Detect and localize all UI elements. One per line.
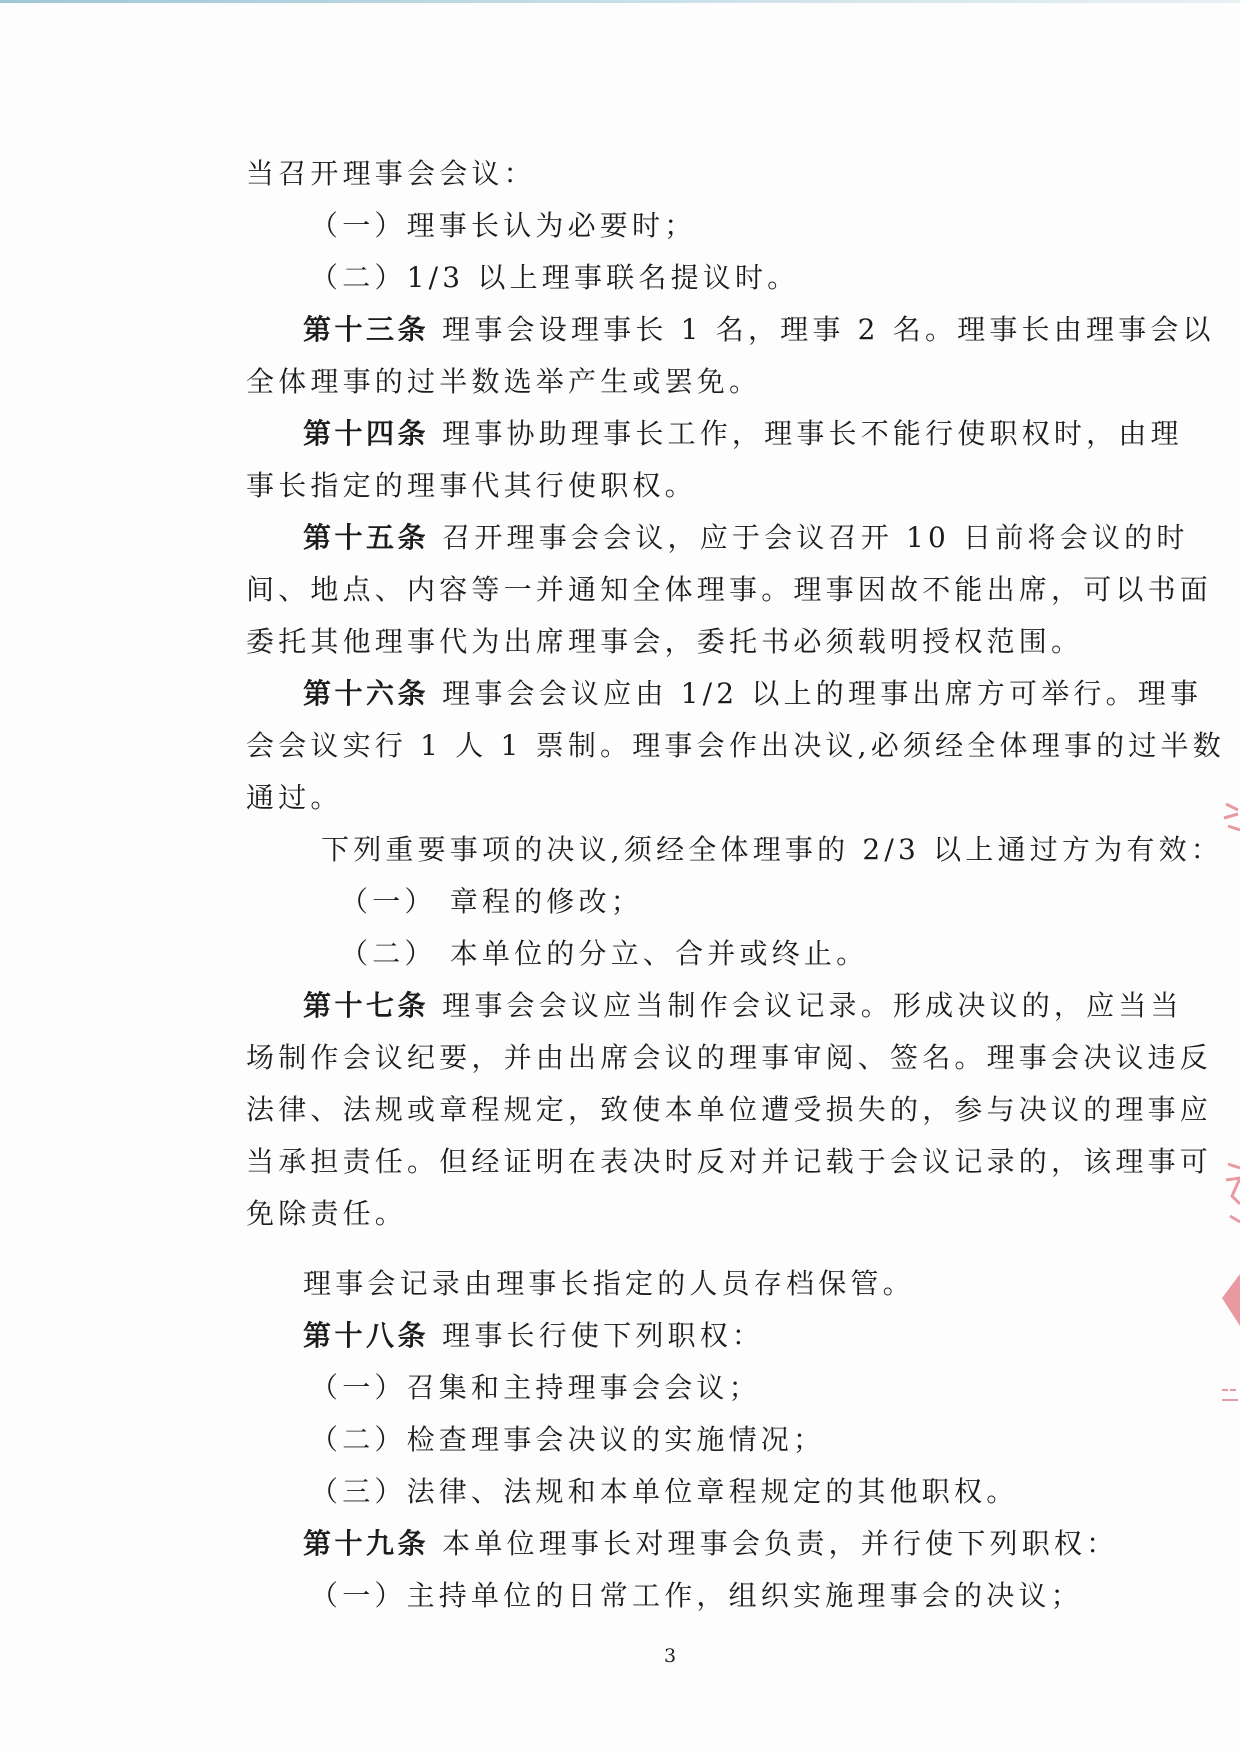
article-14: 第十四条 理事协助理事长工作，理事长不能行使职权时，由理 (303, 417, 1183, 450)
text-line: 委托其他理事代为出席理事会，委托书必须载明授权范围。 (246, 625, 1084, 658)
seal-fragment (1218, 1160, 1240, 1230)
article-heading: 第十七条 (303, 989, 430, 1022)
list-item: （二） 本单位的分立、合并或终止。 (340, 937, 869, 970)
article-17: 第十七条 理事会会议应当制作会议记录。形成决议的，应当当 (303, 989, 1183, 1022)
text-line: 免除责任。 (246, 1197, 408, 1230)
list-item: （二）1/3 以上理事联名提议时。 (310, 261, 800, 294)
text-line: 间、地点、内容等一并通知全体理事。理事因故不能出席，可以书面 (246, 573, 1213, 606)
list-item: （三）法律、法规和本单位章程规定的其他职权。 (310, 1475, 1019, 1508)
text-line: 法律、法规或章程规定，致使本单位遭受损失的，参与决议的理事应 (246, 1093, 1213, 1126)
list-item: （一） 章程的修改； (340, 885, 643, 918)
article-heading: 第十八条 (303, 1319, 430, 1352)
list-item: （一）理事长认为必要时； (310, 209, 697, 242)
article-13: 第十三条 理事会设理事长 1 名，理事 2 名。理事长由理事会以 (303, 313, 1215, 346)
seal-fragment (1218, 1380, 1240, 1410)
list-item: （一）召集和主持理事会会议； (310, 1371, 761, 1404)
list-item: （二）检查理事会决议的实施情况； (310, 1423, 826, 1456)
seal-star-icon (1218, 1270, 1240, 1330)
page-number: 3 (664, 1645, 677, 1667)
text-line: 全体理事的过半数选举产生或罢免。 (246, 365, 762, 398)
article-heading: 第十九条 (303, 1527, 430, 1560)
text-line: 场制作会议纪要，并由出席会议的理事审阅、签名。理事会决议违反 (246, 1041, 1213, 1074)
article-18: 第十八条 理事长行使下列职权： (303, 1319, 765, 1352)
article-19: 第十九条 本单位理事长对理事会负责，并行使下列职权： (303, 1527, 1119, 1560)
text-line: 当召开理事会会议： (246, 157, 536, 190)
article-heading: 第十五条 (303, 521, 430, 554)
seal-fragment (1218, 800, 1240, 840)
article-heading: 第十四条 (303, 417, 430, 450)
text-line: 当承担责任。但经证明在表决时反对并记载于会议记录的，该理事可 (246, 1145, 1213, 1178)
text-line: 下列重要事项的决议,须经全体理事的 2/3 以上通过方为有效： (321, 833, 1223, 866)
text-line: 事长指定的理事代其行使职权。 (246, 469, 697, 502)
article-15: 第十五条 召开理事会会议，应于会议召开 10 日前将会议的时 (303, 521, 1189, 554)
article-heading: 第十六条 (303, 677, 430, 710)
text-line: 会会议实行 1 人 1 票制。理事会作出决议,必须经全体理事的过半数 (246, 729, 1225, 762)
text-line: 通过。 (246, 781, 343, 814)
article-heading: 第十三条 (303, 313, 430, 346)
article-16: 第十六条 理事会会议应由 1/2 以上的理事出席方可举行。理事 (303, 677, 1203, 710)
text-line: 理事会记录由理事长指定的人员存档保管。 (303, 1267, 915, 1300)
scan-edge (0, 0, 1240, 3)
list-item: （一）主持单位的日常工作，组织实施理事会的决议； (310, 1579, 1083, 1612)
